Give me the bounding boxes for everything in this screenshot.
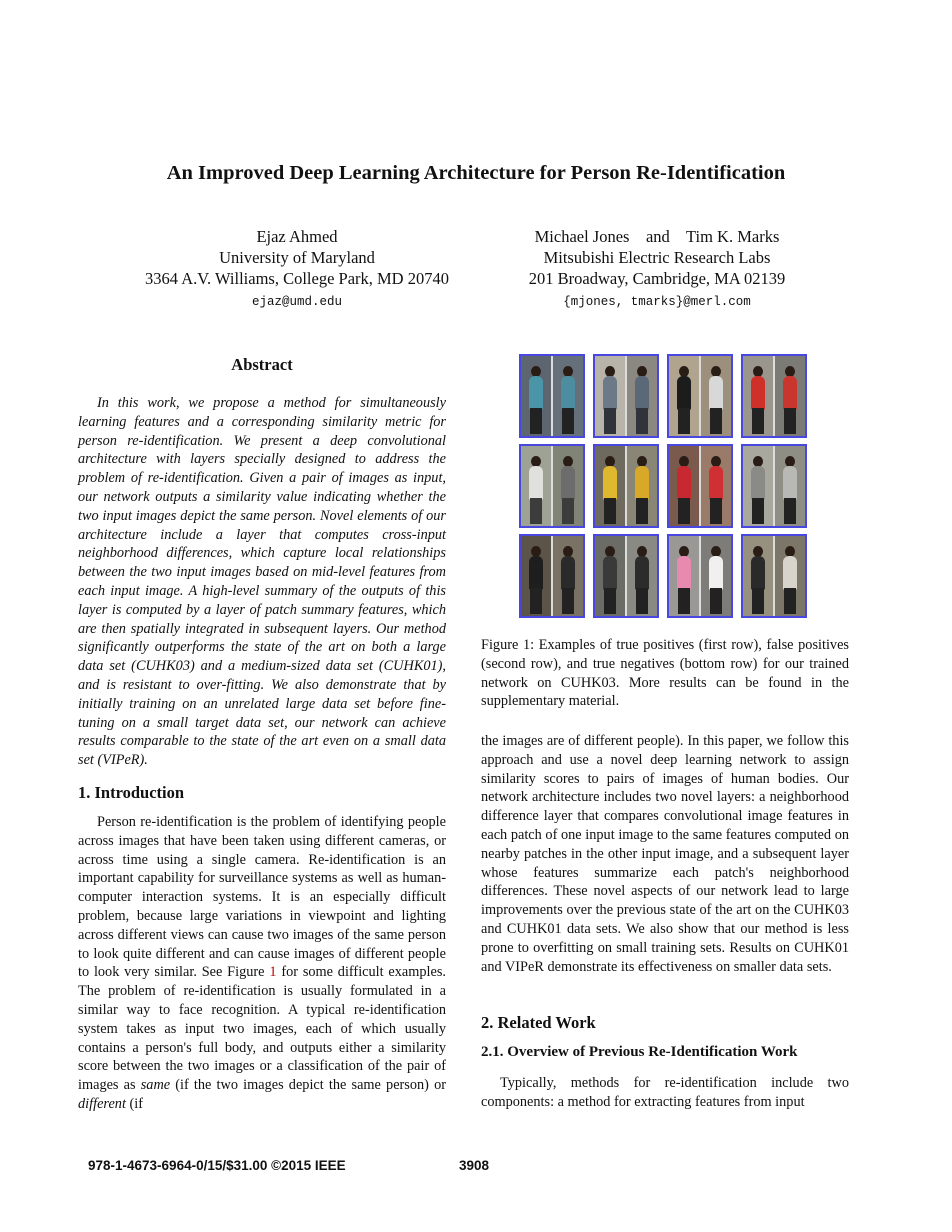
author-name: Ejaz Ahmed [256,227,338,246]
person-photo [743,356,773,436]
image-pair [593,354,659,438]
person-photo [669,536,699,616]
person-photo [553,536,583,616]
person-photo [627,356,657,436]
person-photo [669,356,699,436]
author-email: {mjones, tmarks}@merl.com [563,295,751,309]
related-work-heading: 2. Related Work [481,1013,596,1032]
intro-text: (if the two images depict the same person) or [170,1077,446,1094]
person-photo [595,536,625,616]
person-photo [775,536,805,616]
image-pair [741,354,807,438]
image-pair [667,444,733,528]
paper-title: An Improved Deep Learning Architecture for Person Re-Identification [166,162,786,184]
related-work-subheading: 2.1. Overview of Previous Re-Identification Work [481,1044,798,1060]
related-work-text: Typically, methods for re-identification include two components: a method for extracting features from input [481,1075,849,1110]
intro-paragraph-continued: the images are of different people). In this paper, we follow this approach and use a novel deep learning network to assign similarity scores to pairs of images of human bodies. Our network architecture includes two novel layers: a neighborhood difference layer that compares convolutional image features in each patch of one input image to the same features computed on nearby patches in the other input image, and a subsequent layer whose features summarize each patch's neighborhood differences. These novel aspects of our network lead to large improvements over the previous state of the art on the CUHK03 and CUHK01 data sets. We also show that our method is less prone to overfitting on small training sets. Results on CUHK01 and VIPeR demonstrate its effectiveness on smaller data sets. [481,733,849,975]
page-number: 3908 [459,1158,490,1173]
author-address: 3364 A.V. Williams, College Park, MD 20740 [145,269,449,288]
person-photo [743,446,773,526]
intro-heading: 1. Introduction [78,783,185,802]
person-photo [553,356,583,436]
person-photo [521,536,551,616]
person-photo [775,356,805,436]
author-address: 201 Broadway, Cambridge, MA 02139 [528,269,786,288]
figure-1-image-grid [519,354,809,619]
author-email: ejaz@umd.edu [251,295,342,309]
person-photo [627,446,657,526]
intro-paragraph [78,813,446,1114]
person-photo [701,536,731,616]
image-pair [667,354,733,438]
intro-term-different: different [78,1095,126,1112]
person-photo [701,356,731,436]
person-photo [521,446,551,526]
person-photo [595,356,625,436]
image-pair [667,534,733,618]
author-name: Michael Jones and Tim K. Marks [534,227,780,246]
intro-term-same: same [140,1077,171,1094]
intro-text: (if [125,1095,143,1112]
person-photo [743,536,773,616]
person-photo [521,356,551,436]
person-photo [775,446,805,526]
person-photo [553,446,583,526]
image-pair [593,444,659,528]
figure-1-caption: Figure 1: Examples of true positives (first row), false positives (second row), and true negatives (bottom row) for our trained network on CUHK03. More results can be found in the supplementary material. [481,637,849,710]
author-block-right [497,226,817,313]
intro-text: for some difficult examples. The problem of re-identification is usually formulated in a similar way to face recognition. A typical re-identification system takes as input two images, each of which usually contains a person's full body, and outputs either a similarity score between the two images or a classification of the pair of images as [78,964,446,1094]
image-pair [519,444,585,528]
image-pair [741,534,807,618]
image-pair [519,354,585,438]
author-block-left [100,226,494,313]
abstract-heading: Abstract [231,355,293,374]
image-pair [741,444,807,528]
author-affiliation: University of Maryland [219,248,375,267]
intro-text: Person re-identification is the problem of identifying people across images that have been taken using different cameras, or across time using a single camera. Re-identification is an important capability for surveillance systems as well as human-computer interaction systems. It is an especially difficult problem, because large variations in viewpoint and lighting across different views can cause two images of the same person to look quite different and can cause images of different people to look very similar. See Figure [78,814,446,981]
abstract-text: In this work, we propose a method for simultaneously learning features and a corresponding similarity metric for person re-identification. We present a deep convolutional architecture with layers specially designed to address the problem of re-identification. Given a pair of images as input, our network outputs a similarity value indicating whether the two input images depict the same person. Novel elements of our architecture include a layer that computes cross-input neighborhood differences, which capture local relationships between the two input images based on mid-level features from each input image. A high-level summary of the outputs of this layer is computed by a layer of patch summary features, which are then spatially integrated in subsequent layers. Our method significantly outperforms the state of the art on both a large data set (CUHK03) and a medium-sized data set (CUHK01), and is resistant to over-fitting. We also demonstrate that by initially training on an unrelated large data set before fine-tuning on a small target data set, our network can achieve results comparable to the state of the art even on a small data set (VIPeR). [78,395,446,769]
author-affiliation: Mitsubishi Electric Research Labs [543,248,771,267]
person-photo [627,536,657,616]
figure-ref-link[interactable]: 1 [269,964,277,981]
person-photo [669,446,699,526]
image-pair [593,534,659,618]
person-photo [701,446,731,526]
person-photo [595,446,625,526]
image-pair [519,534,585,618]
footer-isbn: 978-1-4673-6964-0/15/$31.00 ©2015 IEEE [88,1158,346,1173]
